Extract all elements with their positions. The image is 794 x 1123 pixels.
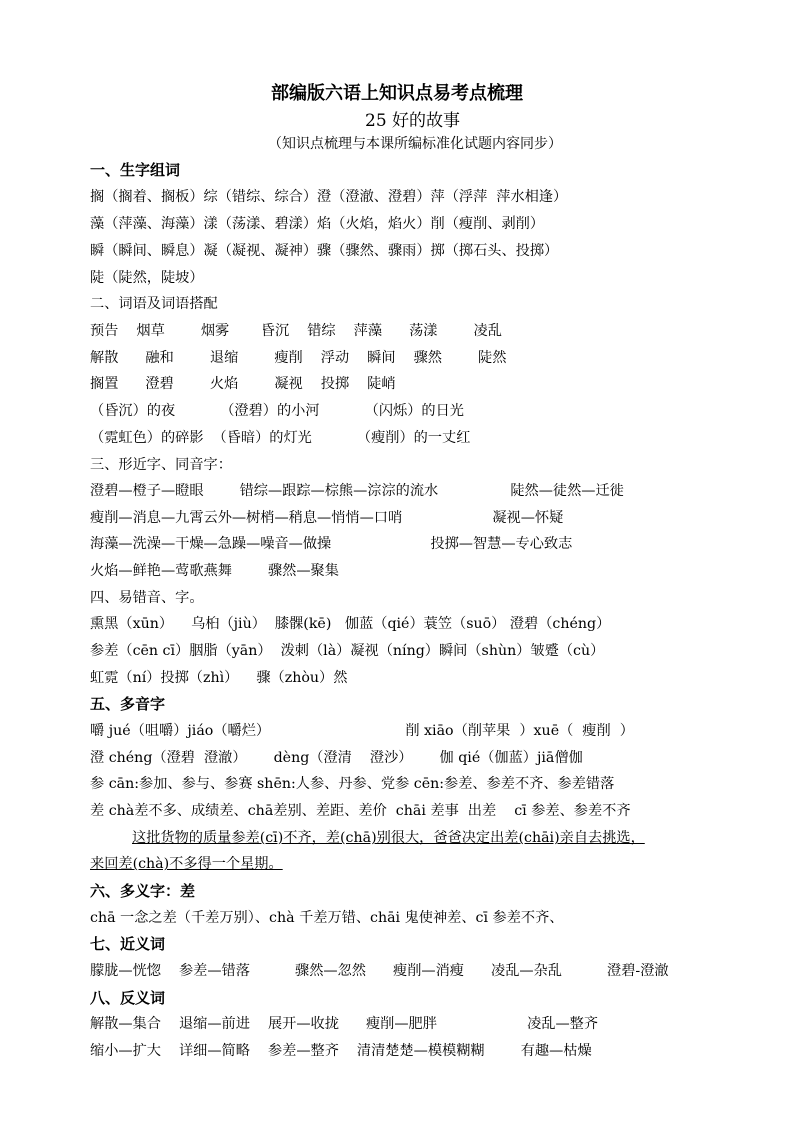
text-line: 解散 融和 退缩 瘦削 浮动 瞬间 骤然 陡然 xyxy=(90,350,507,366)
section-heading-2: 二、词语及词语搭配 xyxy=(90,296,218,312)
sync-note: （知识点梳理与本课所编标准化试题内容同步） xyxy=(268,136,562,152)
text-line: 预告 烟草 烟雾 昏沉 错综 萍藻 荡漾 凌乱 xyxy=(90,323,502,339)
section-heading-1: 一、生字组词 xyxy=(90,161,181,179)
text-line: （昏沉）的夜 （澄碧）的小河 （闪烁）的日光 xyxy=(90,403,464,419)
text-line: 熏黑（xūn） 乌桕（jiù） 膝髁(kē) 伽蓝（qié）蓑笠（suō） 澄碧（chéng） xyxy=(90,616,611,632)
section-heading-6: 六、多义字：差 xyxy=(90,882,196,900)
text-line: 解散—集合 退缩—前进 展开—收拢 瘦削—肥胖 凌乱—整齐 xyxy=(90,1016,599,1032)
section-heading-3: 三、形近字、同音字： xyxy=(90,457,232,473)
text-line: 藻（萍藻、海藻）漾（荡漾、碧漾）焰（火焰，焰火）削（瘦削、剥削） xyxy=(90,216,545,232)
text-line: 参差（cēn cī）胭脂（yān） 泼刺（là）凝视（níng）瞬间（shùn）皱蹙（cù） xyxy=(90,643,605,659)
text-line: 瞬（瞬间、瞬息）凝（凝视、凝神）骤（骤然、骤雨）掷（掷石头、投掷） xyxy=(90,243,559,259)
text-line: 陡（陡然，陡坡） xyxy=(90,270,204,286)
text-line: （霓虹色）的碎影 （昏暗）的灯光 （瘦削）的一丈红 xyxy=(90,430,471,446)
section-heading-5: 五、多音字 xyxy=(90,695,166,713)
text-line: 朦胧—恍惚 参差—错落 骤然—忽然 瘦削—消瘦 凌乱—杂乱 澄碧-澄澈 xyxy=(90,963,669,979)
text-line: 缩小—扩大 详细—简略 参差—整齐 清清楚楚—模模糊糊 有趣—枯燥 xyxy=(90,1043,592,1059)
example-sentence-cont: 来回差(chà)不多得一个星期。 xyxy=(90,856,283,872)
text-line: chā 一念之差（千差万别）、chà 千差万错、chāi 鬼使神差、cī 参差不齐、 xyxy=(90,910,564,926)
text-line: 搁置 澄碧 火焰 凝视 投掷 陡峭 xyxy=(90,376,396,392)
text-line: 火焰—鲜艳—莺歌燕舞 骤然—聚集 xyxy=(90,563,339,579)
text-line: 参 cān:参加、参与、参赛 shēn:人参、丹参、党参 cēn:参差、参差不齐、参差错落 xyxy=(90,776,615,792)
text-line: 澄 chéng（澄碧 澄澈） dèng（澄清 澄沙） 伽 qié（伽蓝）jiā僧伽 xyxy=(90,750,583,766)
text-line: 差 chà差不多、成绩差、chā差别、差距、差价 chāi 差事 出差 cī 参差、参差不齐 xyxy=(90,803,631,819)
section-heading-4: 四、易错音、字。 xyxy=(90,590,204,606)
text-line: 搁（搁着、搁板）综（错综、综合）澄（澄澈、澄碧）萍（浮萍 萍水相逢） xyxy=(90,189,568,205)
lesson-subtitle: 25 好的故事 xyxy=(365,111,461,131)
text-line: 嚼 jué（咀嚼）jiáo（嚼烂） 削 xiāo（削苹果 ）xuē（ 瘦削 ） xyxy=(90,723,634,739)
text-line: 虹霓（ní）投掷（zhì） 骤（zhòu）然 xyxy=(90,670,348,686)
text-line: 瘦削—消息—九霄云外—树梢—稍息—悄悄—口哨 凝视—怀疑 xyxy=(90,510,564,526)
section-heading-8: 八、反义词 xyxy=(90,989,166,1007)
example-sentence: 这批货物的质量参差(cī)不齐，差(chā)别很大，爸爸决定出差(chāi)亲自去挑选， xyxy=(132,830,645,846)
document-title: 部编版六语上知识点易考点梳理 xyxy=(271,83,523,104)
text-line: 澄碧—橙子—瞪眼 错综—跟踪—棕熊—淙淙的流水 陡然—徒然—迁徙 xyxy=(90,483,624,499)
section-heading-7: 七、近义词 xyxy=(90,935,166,953)
text-line: 海藻—洗澡—干燥—急躁—噪音—做操 投掷—智慧—专心致志 xyxy=(90,536,573,552)
